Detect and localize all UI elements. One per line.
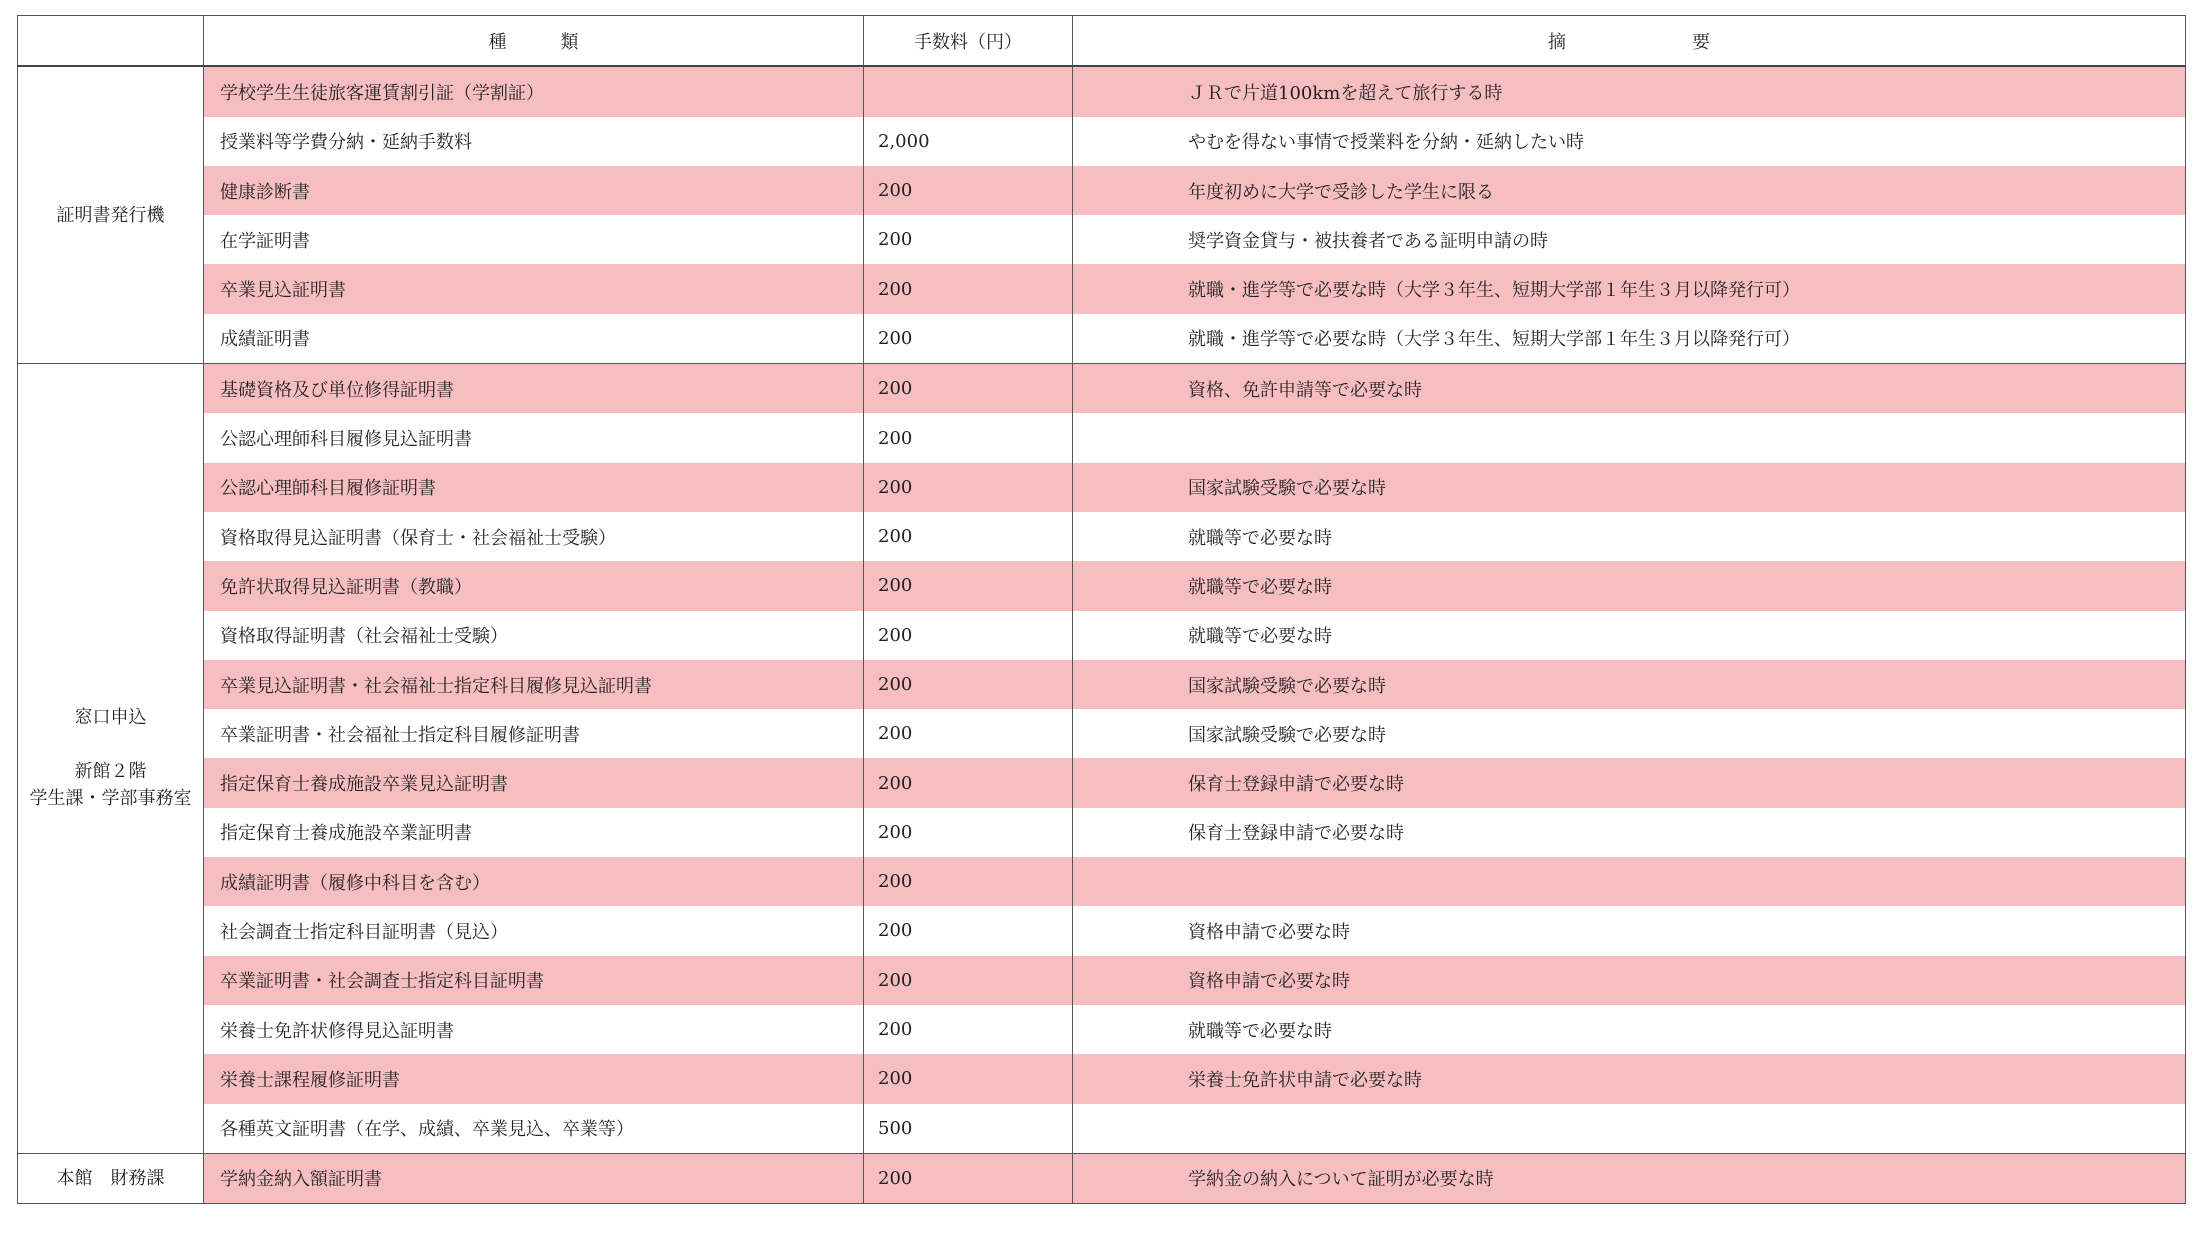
table-row (18, 1104, 2186, 1154)
group-label (18, 364, 204, 1154)
fee-cell: 200 (864, 857, 1073, 906)
table-row (18, 166, 2186, 215)
note-cell: 奨学資金貸与・被扶養者である証明申請の時 (1073, 215, 2186, 264)
item-cell: 資格取得見込証明書（保育士・社会福祉士受験） (204, 512, 864, 561)
fee-table-body (18, 66, 2186, 1203)
note-cell: 就職等で必要な時 (1073, 611, 2186, 660)
group-label-line: 窓口申込 (74, 707, 147, 729)
group-label-line: 新館２階 (74, 761, 147, 783)
item-cell: 社会調査士指定科目証明書（見込） (204, 906, 864, 955)
item-cell: 免許状取得見込証明書（教職） (204, 561, 864, 610)
note-cell: 就職・進学等で必要な時（大学３年生、短期大学部１年生３月以降発行可） (1073, 314, 2186, 364)
table-row (18, 906, 2186, 955)
table-row (18, 463, 2186, 512)
table-row (18, 117, 2186, 166)
fee-cell: 200 (864, 906, 1073, 955)
item-cell: 指定保育士養成施設卒業証明書 (204, 808, 864, 857)
fee-cell: 200 (864, 1153, 1073, 1203)
table-row (18, 561, 2186, 610)
item-cell: 卒業見込証明書 (204, 264, 864, 313)
table-row (18, 956, 2186, 1005)
item-cell: 公認心理師科目履修見込証明書 (204, 413, 864, 462)
group-label-line: 学生課・学部事務室 (29, 788, 192, 810)
table-row (18, 857, 2186, 906)
group-label-line (18, 731, 203, 758)
group-label (18, 66, 204, 363)
header-kind: 種 類 (204, 16, 864, 67)
fee-cell: 200 (864, 758, 1073, 807)
fee-cell: 200 (864, 956, 1073, 1005)
fee-cell: 200 (864, 611, 1073, 660)
table-row (18, 808, 2186, 857)
item-cell: 指定保育士養成施設卒業見込証明書 (204, 758, 864, 807)
fee-cell: 200 (864, 166, 1073, 215)
fee-cell: 2,000 (864, 117, 1073, 166)
header-fee: 手数料（円） (864, 16, 1073, 67)
item-cell: 基礎資格及び単位修得証明書 (204, 364, 864, 414)
fee-cell: 200 (864, 1005, 1073, 1054)
note-cell: 学納金の納入について証明が必要な時 (1073, 1153, 2186, 1203)
fee-cell: 200 (864, 561, 1073, 610)
note-cell: 資格申請で必要な時 (1073, 956, 2186, 1005)
fee-cell: 200 (864, 709, 1073, 758)
table-row (18, 1005, 2186, 1054)
table-row (18, 314, 2186, 364)
note-cell: 年度初めに大学で受診した学生に限る (1073, 166, 2186, 215)
fee-cell: 500 (864, 1104, 1073, 1154)
table-row (18, 709, 2186, 758)
note-cell: 保育士登録申請で必要な時 (1073, 808, 2186, 857)
fee-cell: 200 (864, 1054, 1073, 1103)
item-cell: 卒業証明書・社会福祉士指定科目履修証明書 (204, 709, 864, 758)
fee-cell: 200 (864, 512, 1073, 561)
header-blank (18, 16, 204, 67)
fee-cell: 200 (864, 413, 1073, 462)
fee-cell: 200 (864, 463, 1073, 512)
item-cell: 在学証明書 (204, 215, 864, 264)
table-row (18, 1054, 2186, 1103)
note-cell (1073, 1104, 2186, 1154)
item-cell: 学納金納入額証明書 (204, 1153, 864, 1203)
note-cell: 就職等で必要な時 (1073, 1005, 2186, 1054)
fee-cell (864, 66, 1073, 116)
table-row (18, 660, 2186, 709)
item-cell: 成績証明書 (204, 314, 864, 364)
table-row (18, 758, 2186, 807)
fee-cell: 200 (864, 264, 1073, 313)
fee-cell: 200 (864, 364, 1073, 414)
note-cell: 資格、免許申請等で必要な時 (1073, 364, 2186, 414)
table-row (18, 215, 2186, 264)
note-cell: 国家試験受験で必要な時 (1073, 709, 2186, 758)
group-label (18, 1153, 204, 1203)
note-cell: やむを得ない事情で授業料を分納・延納したい時 (1073, 117, 2186, 166)
table-row (18, 413, 2186, 462)
item-cell: 成績証明書（履修中科目を含む） (204, 857, 864, 906)
group-label-line: 本館 財務課 (56, 1167, 165, 1189)
item-cell: 卒業証明書・社会調査士指定科目証明書 (204, 956, 864, 1005)
item-cell: 授業料等学費分納・延納手数料 (204, 117, 864, 166)
item-cell: 各種英文証明書（在学、成績、卒業見込、卒業等） (204, 1104, 864, 1154)
note-cell: 就職・進学等で必要な時（大学３年生、短期大学部１年生３月以降発行可） (1073, 264, 2186, 313)
item-cell: 栄養士免許状修得見込証明書 (204, 1005, 864, 1054)
header-note: 摘 要 (1073, 16, 2186, 67)
note-cell (1073, 413, 2186, 462)
item-cell: 健康診断書 (204, 166, 864, 215)
item-cell: 卒業見込証明書・社会福祉士指定科目履修見込証明書 (204, 660, 864, 709)
item-cell: 栄養士課程履修証明書 (204, 1054, 864, 1103)
table-row (18, 364, 2186, 414)
fee-cell: 200 (864, 314, 1073, 364)
table-row (18, 1153, 2186, 1203)
fee-cell: 200 (864, 808, 1073, 857)
note-cell (1073, 857, 2186, 906)
note-cell: 就職等で必要な時 (1073, 561, 2186, 610)
table-row (18, 264, 2186, 313)
fee-cell: 200 (864, 660, 1073, 709)
table-row (18, 66, 2186, 116)
note-cell: 保育士登録申請で必要な時 (1073, 758, 2186, 807)
note-cell: 栄養士免許状申請で必要な時 (1073, 1054, 2186, 1103)
header-row (18, 16, 2186, 67)
item-cell: 資格取得証明書（社会福祉士受験） (204, 611, 864, 660)
fee-cell: 200 (864, 215, 1073, 264)
group-label-line: 証明書発行機 (56, 204, 165, 226)
note-cell: 国家試験受験で必要な時 (1073, 660, 2186, 709)
note-cell: 就職等で必要な時 (1073, 512, 2186, 561)
item-cell: 学校学生生徒旅客運賃割引証（学割証） (204, 66, 864, 116)
note-cell: 国家試験受験で必要な時 (1073, 463, 2186, 512)
note-cell: ＪＲで片道100kmを超えて旅行する時 (1073, 66, 2186, 116)
table-row (18, 512, 2186, 561)
fee-table (17, 15, 2186, 1204)
table-row (18, 611, 2186, 660)
note-cell: 資格申請で必要な時 (1073, 906, 2186, 955)
item-cell: 公認心理師科目履修証明書 (204, 463, 864, 512)
